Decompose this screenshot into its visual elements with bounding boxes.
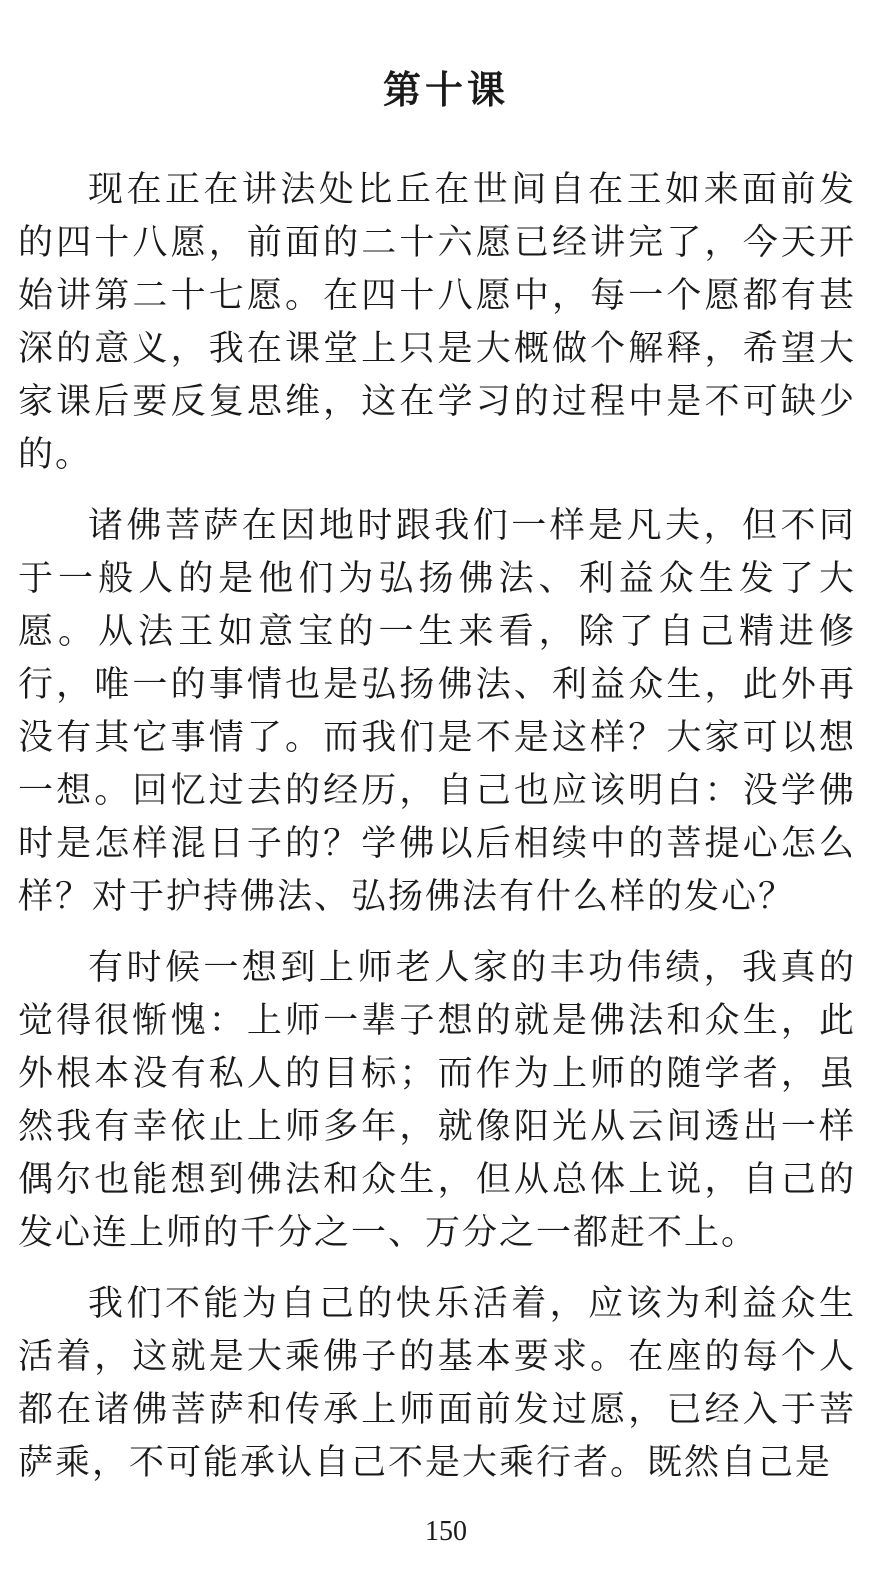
body-text	[18, 164, 856, 1508]
paragraph-1: 现在正在讲法处比丘在世间自在王如来面前发的四十八愿，前面的二十六愿已经讲完了，今天开始讲第二十七愿。在四十八愿中，每一个愿都有甚深的意义，我在课堂上只是大概做个解释，希望大家课后要反复思维，这在学习的过程中是不可缺少的。	[18, 170, 856, 475]
page-number: 150	[425, 1516, 467, 1547]
paragraph-3: 有时候一想到上师老人家的丰功伟绩，我真的觉得很惭愧：上师一辈子想的就是佛法和众生，此外根本没有私人的目标；而作为上师的随学者，虽然我有幸依止上师多年，就像阳光从云间透出一样偶尔也能想到佛法和众生，但从总体上说，自己的发心连上师的千分之一、万分之一都赶不上。	[18, 948, 856, 1253]
paragraph-2: 诸佛菩萨在因地时跟我们一样是凡夫，但不同于一般人的是他们为弘扬佛法、利益众生发了大愿。从法王如意宝的一生来看，除了自己精进修行，唯一的事情也是弘扬佛法、利益众生，此外再没有其它事情了。而我们是不是这样？大家可以想一想。回忆过去的经历，自己也应该明白：没学佛时是怎样混日子的？学佛以后相续中的菩提心怎么样？对于护持佛法、弘扬佛法有什么样的发心？	[18, 506, 856, 917]
lesson-title: 第十课	[382, 67, 509, 112]
paragraph-4: 我们不能为自己的快乐活着，应该为利益众生活着，这就是大乘佛子的基本要求。在座的每个人都在诸佛菩萨和传承上师面前发过愿，已经入于菩萨乘，不可能承认自己不是大乘行者。既然自己是	[18, 1284, 856, 1483]
